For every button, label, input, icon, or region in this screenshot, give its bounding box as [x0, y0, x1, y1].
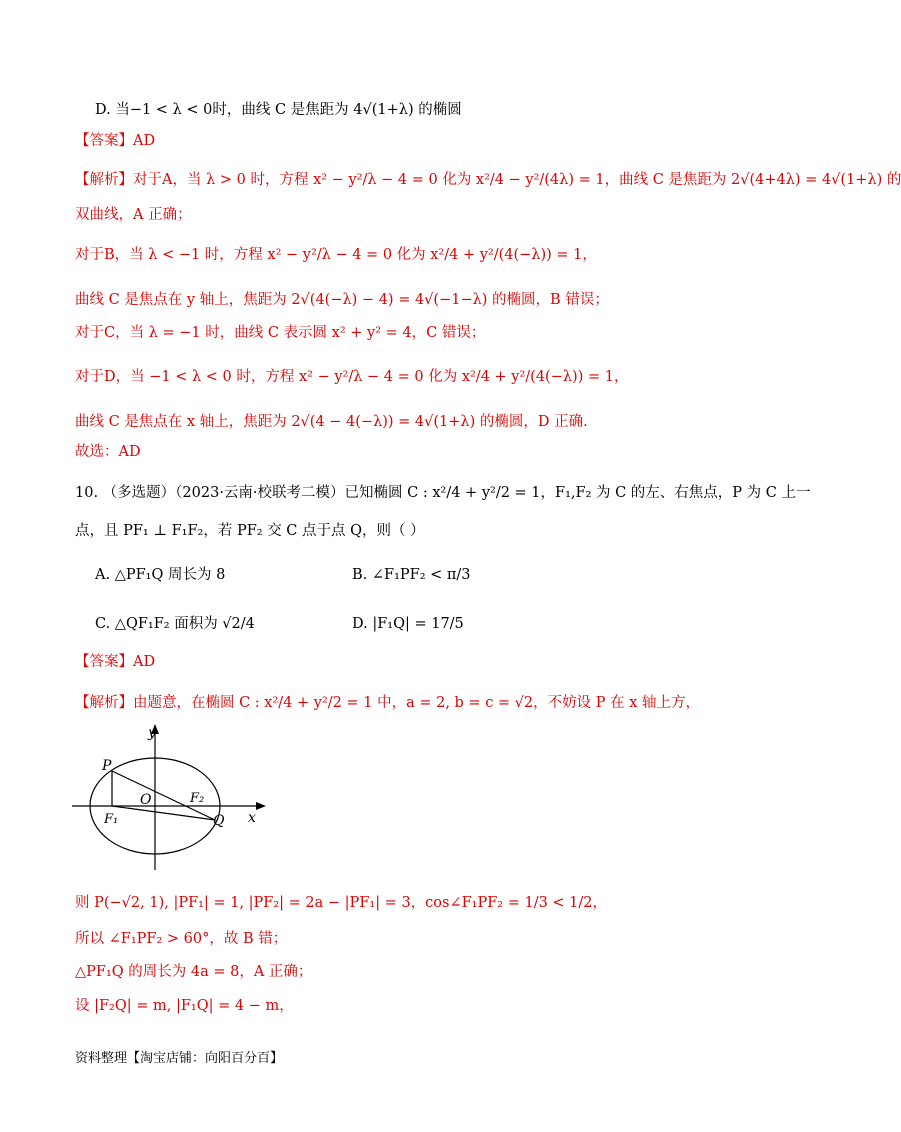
analysis-c: 对于C，当 λ = −1 时，曲线 C 表示圆 x² + y² = 4，C 错误； [75, 325, 486, 341]
option-b: B. ∠F₁PF₂ < π/3 [352, 567, 471, 583]
solution-line-1: 则 P(−√2, 1), |PF₁| = 1, |PF₂| = 2a − |PF₁| = 3，cos∠F₁PF₂ = 1/3 < 1/2， [75, 895, 608, 911]
answer-1: 【答案】AD [75, 133, 156, 149]
ellipse-figure [70, 722, 270, 872]
answer-2: 【答案】AD [75, 654, 156, 670]
label-x: x [248, 810, 256, 826]
question-10-cont: 点，且 PF₁ ⊥ F₁F₂，若 PF₂ 交 C 点于点 Q，则（ ） [75, 523, 425, 539]
x-axis-arrow [256, 802, 266, 810]
analysis-d: 对于D，当 −1 < λ < 0 时，方程 x² − y²/λ − 4 = 0 化为 x²/4 + y²/(4(−λ)) = 1， [75, 369, 629, 385]
solution-line-4: 设 |F₂Q| = m, |F₁Q| = 4 − m， [75, 998, 294, 1014]
label-f2: F₂ [190, 791, 205, 806]
analysis-d-cont: 曲线 C 是焦点在 x 轴上，焦距为 2√(4 − 4(−λ)) = 4√(1+λ) 的椭圆，D 正确. [75, 414, 588, 430]
analysis-b: 对于B，当 λ < −1 时，方程 x² − y²/λ − 4 = 0 化为 x²/4 + y²/(4(−λ)) = 1， [75, 247, 597, 263]
solution-line-3: △PF₁Q 的周长为 4a = 8，A 正确； [75, 964, 313, 980]
option-d: D. |F₁Q| = 17/5 [352, 616, 464, 632]
option-d-previous: D. 当−1 < λ < 0时，曲线 C 是焦距为 4√(1+λ) 的椭圆 [95, 102, 462, 118]
label-o: O [140, 792, 152, 808]
label-y: y [148, 725, 156, 741]
choose-1: 故选：AD [75, 444, 141, 460]
label-q: Q [213, 813, 225, 829]
analysis-2: 【解析】由题意，在椭圆 C : x²/4 + y²/2 = 1 中，a = 2, b = c = √2，不妨设 P 在 x 轴上方， [75, 695, 701, 711]
label-p: P [102, 758, 112, 774]
analysis-a: 【解析】对于A，当 λ > 0 时，方程 x² − y²/λ − 4 = 0 化为 x²/4 − y²/(4λ) = 1，曲线 C 是焦距为 2√(4+4λ) = 4√(1+λ) 的 [75, 172, 901, 188]
label-f1: F₁ [104, 812, 119, 827]
analysis-b-cont: 曲线 C 是焦点在 y 轴上，焦距为 2√(4(−λ) − 4) = 4√(−1−λ) 的椭圆，B 错误； [75, 292, 609, 308]
analysis-a-cont: 双曲线，A 正确； [75, 207, 192, 223]
footer-source: 资料整理【淘宝店铺：向阳百分百】 [75, 1051, 284, 1066]
solution-line-2: 所以 ∠F₁PF₂ > 60°，故 B 错； [75, 931, 288, 947]
option-c: C. △QF₁F₂ 面积为 √2/4 [95, 616, 255, 632]
question-10: 10. （多选题）（2023·云南·校联考二模）已知椭圆 C : x²/4 + y²/2 = 1，F₁,F₂ 为 C 的左、右焦点，P 为 C 上一 [75, 485, 811, 501]
option-a: A. △PF₁Q 周长为 8 [95, 567, 226, 583]
